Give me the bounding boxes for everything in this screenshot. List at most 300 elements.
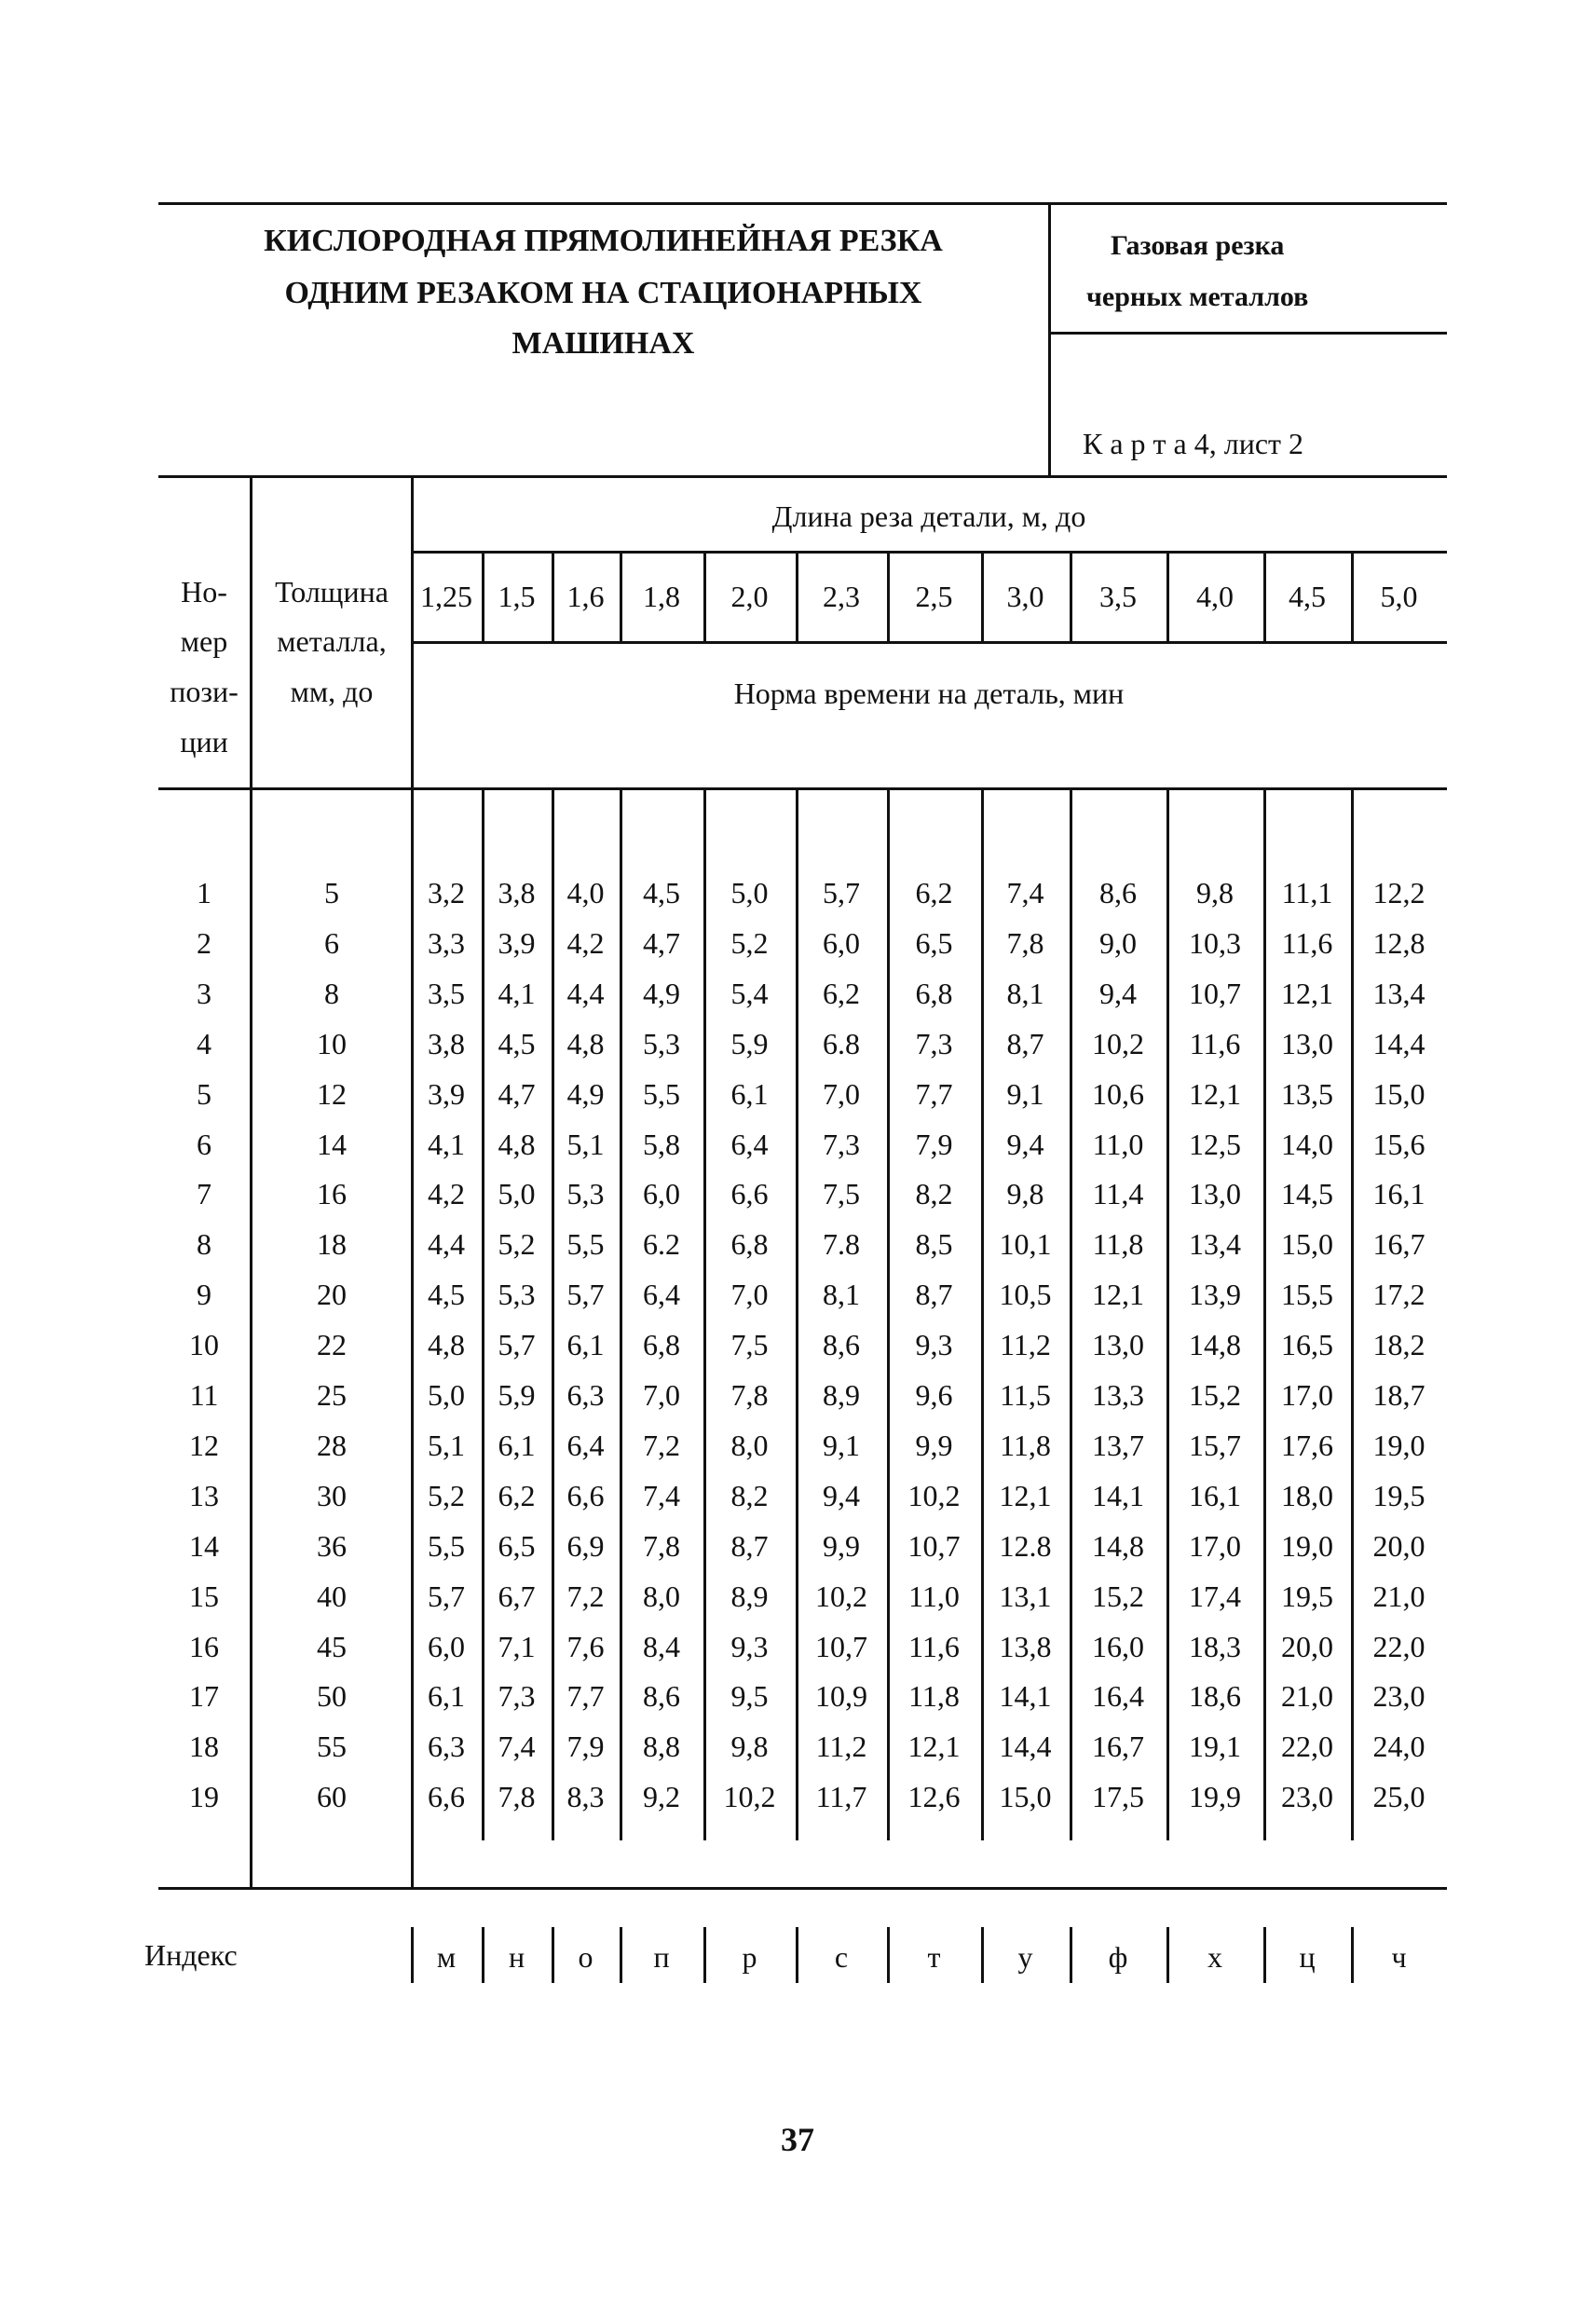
time-norm-cell: 7,3 [915, 1026, 953, 1060]
row-position-number: 4 [197, 1026, 211, 1060]
time-norm-cell: 19,0 [1372, 1428, 1425, 1462]
time-norm-cell: 8,8 [643, 1730, 680, 1764]
value-col-divider [1263, 787, 1266, 1840]
time-norm-cell: 7,0 [823, 1076, 860, 1111]
time-norm-cell: 8,1 [823, 1278, 860, 1312]
length-header: Длина реза детали, м, до [771, 499, 1086, 533]
time-norm-cell: 4,5 [428, 1278, 465, 1312]
time-norm-cell: 7,2 [643, 1428, 680, 1462]
thickness-header-3: мм, до [290, 675, 374, 708]
time-norm-cell: 15,2 [1189, 1378, 1241, 1412]
time-norm-cell: 6,4 [643, 1278, 680, 1312]
length-value: 2,0 [730, 580, 769, 613]
title-divider [1048, 202, 1051, 475]
row-thickness: 16 [317, 1177, 347, 1211]
length-col-divider [1351, 551, 1354, 641]
index-col-divider [1166, 1927, 1169, 1983]
time-norm-cell: 7,4 [498, 1730, 536, 1764]
time-norm-cell: 18,0 [1281, 1478, 1333, 1512]
time-norm-cell: 6.8 [823, 1026, 860, 1060]
time-norm-cell: 6,8 [643, 1328, 680, 1362]
time-norm-cell: 13,8 [999, 1629, 1052, 1663]
time-norm-cell: 4,9 [566, 1076, 605, 1111]
page-number: 37 [781, 2121, 814, 2158]
value-col-divider [887, 787, 890, 1840]
length-col-divider [1166, 551, 1169, 641]
time-norm-cell: 5,9 [730, 1026, 769, 1060]
time-norm-cell: 13,0 [1189, 1177, 1241, 1211]
row-thickness: 36 [317, 1528, 347, 1563]
time-norm-cell: 12,2 [1372, 876, 1425, 909]
time-norm-cell: 4,4 [428, 1227, 465, 1262]
time-norm-cell: 7,5 [823, 1177, 860, 1211]
time-norm-cell: 9,9 [823, 1528, 860, 1563]
title-line-1: КИСЛОРОДНАЯ ПРЯМОЛИНЕЙНАЯ РЕЗКА [264, 224, 943, 258]
time-norm-cell: 9,0 [1099, 925, 1137, 960]
time-norm-cell: 24,0 [1372, 1730, 1425, 1764]
time-norm-cell: 4,1 [428, 1127, 465, 1161]
time-norm-cell: 4,7 [643, 925, 680, 960]
time-norm-cell: 18,2 [1372, 1328, 1425, 1362]
time-norm-cell: 4,2 [428, 1177, 465, 1211]
time-norm-cell: 8,0 [730, 1428, 769, 1462]
time-norm-cell: 15,6 [1372, 1127, 1425, 1161]
time-norm-cell: 6.2 [643, 1227, 680, 1262]
time-norm-cell: 6,4 [566, 1428, 605, 1462]
time-norm-cell: 4,8 [428, 1328, 465, 1362]
time-norm-cell: 8,2 [730, 1478, 769, 1512]
thickness-header-2: металла, [277, 624, 387, 658]
length-col-divider [620, 551, 622, 641]
time-norm-cell: 17,4 [1189, 1579, 1241, 1613]
time-norm-cell: 5,7 [823, 876, 860, 909]
time-norm-cell: 11,5 [1000, 1378, 1051, 1412]
time-norm-cell: 14,4 [1372, 1026, 1425, 1060]
time-norm-cell: 5,5 [566, 1227, 605, 1262]
time-norm-cell: 14,5 [1281, 1177, 1333, 1211]
time-norm-cell: 14,0 [1281, 1127, 1333, 1161]
time-norm-cell: 11,4 [1092, 1177, 1144, 1211]
time-norm-cell: 8,7 [1006, 1026, 1044, 1060]
time-norm-cell: 6,1 [730, 1076, 769, 1111]
time-norm-cell: 6,1 [566, 1328, 605, 1362]
time-norm-cell: 4,9 [643, 976, 680, 1010]
index-letter: т [927, 1940, 941, 1974]
position-header-3: пози- [170, 675, 239, 708]
index-letter: у [1017, 1940, 1033, 1974]
index-col-divider [1070, 1927, 1072, 1983]
time-norm-cell: 6,0 [428, 1629, 465, 1663]
row-position-number: 14 [189, 1528, 219, 1563]
time-norm-cell: 22,0 [1372, 1629, 1425, 1663]
position-header-2: мер [180, 624, 228, 658]
time-norm-cell: 4,1 [498, 976, 536, 1010]
row-position-number: 5 [197, 1076, 211, 1111]
time-norm-cell: 3,9 [498, 925, 536, 960]
time-norm-cell: 21,0 [1281, 1679, 1333, 1714]
index-col-divider [703, 1927, 706, 1983]
time-norm-cell: 7,1 [498, 1629, 536, 1663]
time-norm-cell: 23,0 [1281, 1780, 1333, 1814]
time-norm-cell: 7,7 [915, 1076, 953, 1111]
time-norm-cell: 9,9 [915, 1428, 953, 1462]
position-header-1: Но- [181, 575, 227, 609]
time-norm-cell: 7,8 [643, 1528, 680, 1563]
time-norm-cell: 9,3 [730, 1629, 769, 1663]
row-position-number: 8 [197, 1227, 211, 1262]
length-value: 1,8 [643, 580, 680, 613]
time-norm-cell: 9,2 [643, 1780, 680, 1814]
time-norm-cell: 12,1 [999, 1478, 1052, 1512]
time-norm-cell: 16,5 [1281, 1328, 1333, 1362]
time-norm-cell: 9,8 [1006, 1177, 1044, 1211]
time-norm-cell: 15,0 [999, 1780, 1052, 1814]
time-norm-cell: 5,3 [566, 1177, 605, 1211]
index-col-divider [887, 1927, 890, 1983]
row-thickness: 55 [317, 1730, 347, 1764]
time-norm-cell: 7,8 [498, 1780, 536, 1814]
index-col-divider [796, 1927, 798, 1983]
time-norm-cell: 4,2 [566, 925, 605, 960]
time-norm-cell: 14,8 [1189, 1328, 1241, 1362]
row-position-number: 1 [197, 876, 211, 909]
row-position-number: 7 [197, 1177, 211, 1211]
time-norm-cell: 10,2 [815, 1579, 867, 1613]
title-line-3: МАШИНАХ [512, 326, 695, 361]
time-norm-cell: 10,2 [1092, 1026, 1144, 1060]
time-norm-cell: 11,0 [1092, 1127, 1144, 1161]
time-norm-cell: 4,0 [566, 876, 605, 909]
time-norm-cell: 14,1 [1092, 1478, 1144, 1512]
index-letter: ф [1108, 1940, 1128, 1974]
time-norm-cell: 18,3 [1189, 1629, 1241, 1663]
time-norm-cell: 5,3 [643, 1026, 680, 1060]
time-norm-cell: 13,3 [1092, 1378, 1144, 1412]
row-position-number: 3 [197, 976, 211, 1010]
card-number: К а р т а 4, лист 2 [1083, 427, 1304, 460]
length-value: 2,5 [915, 580, 953, 613]
top-rule [158, 202, 1447, 205]
time-norm-cell: 12,8 [1372, 925, 1425, 960]
row-position-number: 13 [189, 1478, 219, 1512]
index-letter: х [1207, 1940, 1222, 1974]
time-norm-cell: 6,3 [566, 1378, 605, 1412]
time-norm-cell: 13,7 [1092, 1428, 1144, 1462]
time-norm-cell: 6,5 [915, 925, 953, 960]
row-thickness: 30 [317, 1478, 347, 1512]
time-norm-cell: 5,8 [643, 1127, 680, 1161]
row-position-number: 16 [189, 1629, 219, 1663]
time-norm-cell: 11,6 [908, 1629, 960, 1663]
time-norm-cell: 5,1 [428, 1428, 465, 1462]
time-norm-cell: 6,1 [428, 1679, 465, 1714]
time-norm-cell: 5,1 [566, 1127, 605, 1161]
time-norm-cell: 3,8 [498, 876, 536, 909]
time-norm-cell: 5,5 [643, 1076, 680, 1111]
time-norm-cell: 7.8 [823, 1227, 860, 1262]
length-value: 1,6 [566, 580, 605, 613]
time-norm-cell: 5,2 [498, 1227, 536, 1262]
time-norm-cell: 10,7 [907, 1528, 961, 1563]
time-norm-cell: 22,0 [1281, 1730, 1333, 1764]
row-thickness: 8 [324, 976, 339, 1010]
index-col-divider [620, 1927, 622, 1983]
time-norm-cell: 6,7 [498, 1579, 536, 1613]
row-position-number: 19 [189, 1780, 219, 1814]
time-norm-cell: 10,7 [1189, 976, 1241, 1010]
time-norm-cell: 5,5 [428, 1528, 465, 1563]
time-norm-cell: 5,2 [428, 1478, 465, 1512]
time-norm-cell: 8,9 [730, 1579, 769, 1613]
length-col-divider [981, 551, 984, 641]
time-norm-cell: 20,0 [1372, 1528, 1425, 1563]
value-col-divider [620, 787, 622, 1840]
time-norm-cell: 5,2 [730, 925, 769, 960]
time-norm-cell: 8,9 [823, 1378, 860, 1412]
time-norm-cell: 12.8 [999, 1528, 1052, 1563]
time-norm-cell: 16,1 [1372, 1177, 1425, 1211]
time-norm-cell: 4,8 [498, 1127, 536, 1161]
time-norm-cell: 9,6 [915, 1378, 953, 1412]
value-col-divider [1070, 787, 1072, 1840]
row-position-number: 6 [197, 1127, 211, 1161]
time-norm-cell: 5,7 [498, 1328, 536, 1362]
index-letter: ч [1391, 1940, 1407, 1974]
time-norm-cell: 9,4 [1006, 1127, 1044, 1161]
time-norm-cell: 13,0 [1281, 1026, 1333, 1060]
index-col-divider [1263, 1927, 1266, 1983]
time-norm-cell: 5,0 [498, 1177, 536, 1211]
value-col-divider [1351, 787, 1354, 1840]
time-norm-cell: 5,3 [498, 1278, 536, 1312]
length-value: 4,0 [1196, 580, 1234, 613]
index-letter: с [834, 1940, 849, 1974]
time-norm-cell: 13,9 [1189, 1278, 1241, 1312]
row-thickness: 60 [317, 1780, 347, 1814]
time-norm-cell: 6,9 [566, 1528, 605, 1563]
time-norm-cell: 12,1 [1281, 976, 1333, 1010]
time-norm-cell: 15,7 [1189, 1428, 1241, 1462]
value-col-divider [552, 787, 554, 1840]
time-norm-cell: 7,8 [730, 1378, 769, 1412]
time-norm-cell: 11,8 [1092, 1227, 1144, 1262]
time-norm-cell: 19,1 [1189, 1730, 1241, 1764]
time-norm-cell: 11,6 [1189, 1026, 1241, 1060]
length-col-divider [887, 551, 890, 641]
index-col-divider [1351, 1927, 1354, 1983]
time-norm-cell: 6,2 [823, 976, 860, 1010]
index-letter: о [578, 1940, 593, 1974]
time-norm-cell: 13,1 [999, 1579, 1052, 1613]
time-norm-cell: 14,8 [1092, 1528, 1144, 1563]
time-norm-cell: 6,0 [643, 1177, 680, 1211]
row-thickness: 12 [317, 1076, 347, 1111]
length-value: 3,5 [1099, 580, 1137, 613]
category-line-1: Газовая резка [1111, 230, 1285, 261]
length-value: 2,3 [823, 580, 860, 613]
time-norm-cell: 14,4 [999, 1730, 1052, 1764]
time-norm-cell: 6,5 [498, 1528, 536, 1563]
time-norm-cell: 11,1 [1281, 876, 1333, 909]
time-norm-cell: 18,7 [1372, 1378, 1425, 1412]
row-position-number: 9 [197, 1278, 211, 1312]
time-norm-cell: 7,0 [730, 1278, 769, 1312]
time-norm-cell: 18,6 [1189, 1679, 1241, 1714]
time-norm-cell: 5,7 [566, 1278, 605, 1312]
category-line-2: черных металлов [1086, 281, 1309, 312]
length-col-divider [552, 551, 554, 641]
time-norm-cell: 8,7 [915, 1278, 953, 1312]
row-thickness: 50 [317, 1679, 347, 1714]
length-value: 5,0 [1380, 580, 1418, 613]
time-norm-cell: 17,0 [1281, 1378, 1333, 1412]
time-norm-cell: 11,6 [1281, 925, 1333, 960]
length-value: 1,25 [420, 580, 472, 613]
time-norm-cell: 15,0 [1281, 1227, 1333, 1262]
value-col-divider [796, 787, 798, 1840]
index-label: Индекс [144, 1938, 238, 1972]
time-norm-cell: 7,5 [730, 1328, 769, 1362]
time-norm-cell: 9,5 [730, 1679, 769, 1714]
time-norm-cell: 8,4 [643, 1629, 680, 1663]
time-norm-cell: 5,0 [428, 1378, 465, 1412]
length-col-divider [796, 551, 798, 641]
time-norm-cell: 15,2 [1092, 1579, 1144, 1613]
time-norm-cell: 12,5 [1189, 1127, 1241, 1161]
row-thickness: 28 [317, 1428, 347, 1462]
time-norm-cell: 12,6 [907, 1780, 961, 1814]
length-col-divider [1070, 551, 1072, 641]
row-thickness: 40 [317, 1579, 347, 1613]
time-norm-cell: 6,6 [730, 1177, 769, 1211]
norm-header: Норма времени на деталь, мин [733, 677, 1125, 710]
length-value: 1,5 [498, 580, 536, 613]
time-norm-cell: 25,0 [1372, 1780, 1425, 1814]
time-norm-cell: 5,7 [428, 1579, 465, 1613]
time-norm-cell: 19,0 [1281, 1528, 1333, 1563]
time-norm-cell: 8,2 [915, 1177, 953, 1211]
time-norm-cell: 15,0 [1372, 1076, 1425, 1111]
time-norm-cell: 7,2 [566, 1579, 605, 1613]
length-rule [411, 551, 1447, 554]
time-norm-cell: 7,3 [823, 1127, 860, 1161]
index-letter: м [436, 1940, 457, 1974]
time-norm-cell: 10,7 [815, 1629, 867, 1663]
time-norm-cell: 9,3 [915, 1328, 953, 1362]
index-col-divider [981, 1927, 984, 1983]
time-norm-cell: 6,3 [428, 1730, 465, 1764]
time-norm-cell: 7,0 [643, 1378, 680, 1412]
position-header-4: ции [180, 725, 228, 759]
time-norm-cell: 7,6 [566, 1629, 605, 1663]
time-norm-cell: 6,6 [428, 1780, 465, 1814]
time-norm-cell: 8,6 [823, 1328, 860, 1362]
time-norm-cell: 7,3 [498, 1679, 536, 1714]
time-norm-cell: 11,0 [908, 1579, 960, 1613]
time-norm-cell: 7,7 [566, 1679, 605, 1714]
index-letter: п [653, 1940, 670, 1974]
index-letter: н [508, 1940, 525, 1974]
time-norm-cell: 19,5 [1281, 1579, 1333, 1613]
header-bottom-rule [158, 787, 1447, 790]
time-norm-cell: 3,8 [428, 1026, 465, 1060]
time-norm-cell: 4,7 [498, 1076, 536, 1111]
time-norm-cell: 8,6 [643, 1679, 680, 1714]
time-norm-cell: 8,1 [1006, 976, 1044, 1010]
time-norm-cell: 23,0 [1372, 1679, 1425, 1714]
thickness-header-1: Толщина [275, 575, 389, 609]
row-position-number: 12 [189, 1428, 219, 1462]
time-norm-cell: 9,1 [823, 1428, 860, 1462]
time-norm-cell: 10,1 [999, 1227, 1052, 1262]
body-bottom-rule [158, 1887, 1447, 1890]
time-norm-cell: 8,3 [566, 1780, 605, 1814]
time-norm-cell: 7,8 [1006, 925, 1044, 960]
row-thickness: 25 [317, 1378, 347, 1412]
time-norm-cell: 6,0 [823, 925, 860, 960]
time-norm-cell: 3,5 [428, 976, 465, 1010]
index-letter: ц [1299, 1940, 1316, 1974]
time-norm-cell: 10,2 [723, 1780, 776, 1814]
time-norm-cell: 5,9 [498, 1378, 536, 1412]
time-norm-cell: 7,4 [1006, 876, 1044, 909]
time-norm-cell: 4,5 [498, 1026, 536, 1060]
length-value: 4,5 [1289, 580, 1326, 613]
row-position-number: 17 [189, 1679, 219, 1714]
time-norm-cell: 16,1 [1189, 1478, 1241, 1512]
length-values-rule [411, 641, 1447, 644]
time-norm-cell: 6,2 [915, 876, 953, 909]
time-norm-cell: 12,1 [1092, 1278, 1144, 1312]
time-norm-cell: 11,2 [1000, 1328, 1051, 1362]
time-norm-cell: 11,2 [815, 1730, 867, 1764]
index-letter: р [742, 1940, 757, 1974]
time-norm-cell: 9,8 [1196, 876, 1234, 909]
time-norm-cell: 8,5 [915, 1227, 953, 1262]
time-norm-cell: 11,8 [1000, 1428, 1051, 1462]
index-col-divider [552, 1927, 554, 1983]
time-norm-cell: 10,5 [999, 1278, 1052, 1312]
time-norm-cell: 20,0 [1281, 1629, 1333, 1663]
time-norm-cell: 9,1 [1006, 1076, 1044, 1111]
time-norm-cell: 15,5 [1281, 1278, 1333, 1312]
time-norm-cell: 6,4 [730, 1127, 769, 1161]
length-col-divider [703, 551, 706, 641]
row-thickness: 45 [317, 1629, 347, 1663]
row-thickness: 18 [317, 1227, 347, 1262]
time-norm-cell: 17,5 [1092, 1780, 1144, 1814]
time-norm-cell: 6,8 [915, 976, 953, 1010]
length-value: 3,0 [1006, 580, 1044, 613]
time-norm-cell: 8,6 [1099, 876, 1137, 909]
value-col-divider [981, 787, 984, 1840]
time-norm-cell: 10,2 [907, 1478, 961, 1512]
time-norm-cell: 7,9 [915, 1127, 953, 1161]
time-norm-cell: 11,7 [815, 1780, 867, 1814]
time-norm-cell: 16,4 [1092, 1679, 1144, 1714]
time-norm-cell: 9,8 [730, 1730, 769, 1764]
time-norm-cell: 16,7 [1092, 1730, 1144, 1764]
row-thickness: 6 [324, 925, 339, 960]
time-norm-cell: 6,1 [498, 1428, 536, 1462]
time-norm-cell: 17,2 [1372, 1278, 1425, 1312]
length-col-divider [482, 551, 484, 641]
time-norm-cell: 9,4 [1099, 976, 1137, 1010]
index-col-divider [482, 1927, 484, 1983]
index-col-divider [411, 1927, 414, 1983]
time-norm-cell: 13,0 [1092, 1328, 1144, 1362]
time-norm-cell: 3,9 [428, 1076, 465, 1111]
